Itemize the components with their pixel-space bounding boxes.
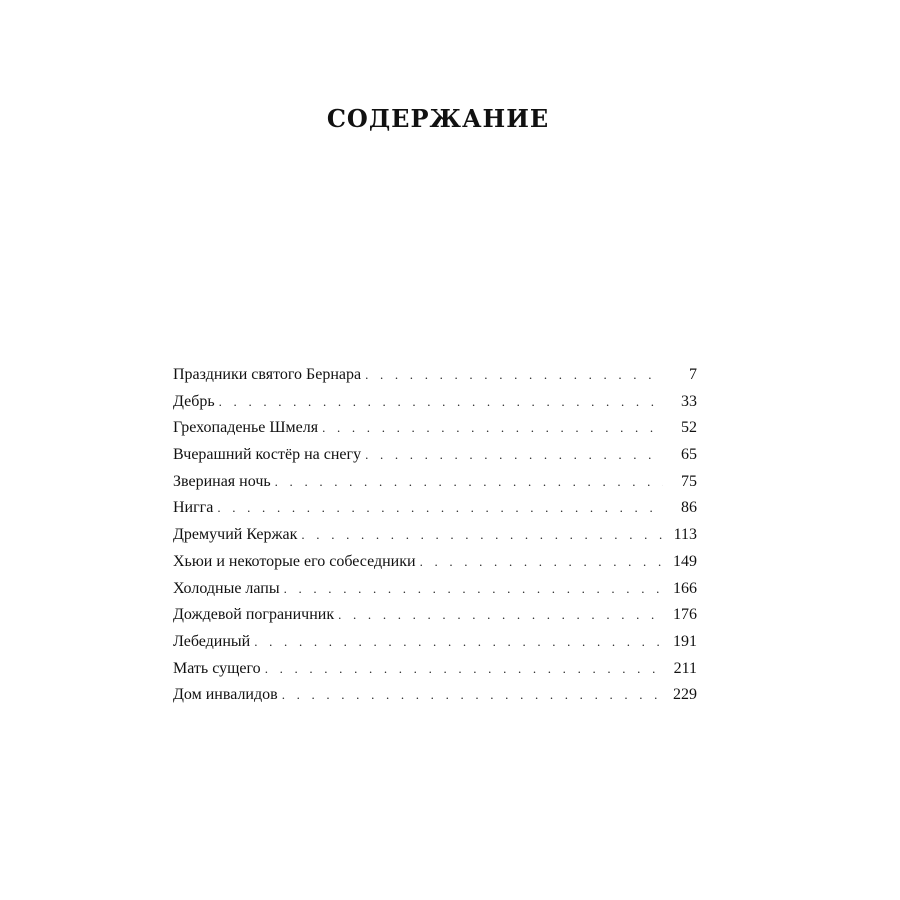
dot-leader	[301, 522, 663, 549]
toc-entry-title: Грехопаденье Шмеля	[173, 419, 319, 437]
toc-entry	[173, 549, 697, 576]
toc-entry	[173, 469, 697, 496]
page-title: СОДЕРЖАНИЕ	[326, 104, 550, 133]
toc-entry-title: Мать сущего	[173, 659, 261, 677]
toc-entry-page: 176	[673, 606, 697, 624]
dot-leader	[219, 389, 663, 416]
toc-entry-page: 191	[673, 632, 697, 650]
toc-entry-title: Звериная ночь	[173, 472, 271, 490]
dot-leader	[265, 656, 663, 683]
toc-entry-title: Дождевой пограничник	[173, 606, 335, 624]
toc-entry-page: 52	[681, 419, 697, 437]
toc-entry	[173, 656, 697, 683]
dot-leader	[284, 576, 663, 603]
dot-leader	[338, 602, 663, 629]
dot-leader	[254, 629, 663, 656]
toc-entry-page: 166	[673, 579, 697, 597]
dot-leader	[217, 495, 663, 522]
toc-entry-title: Дебрь	[173, 392, 215, 410]
toc-entry	[173, 682, 697, 709]
dot-leader	[282, 682, 663, 709]
toc-entry	[173, 629, 697, 656]
dot-leader	[322, 415, 663, 442]
toc-entry	[173, 495, 697, 522]
toc-entry-page: 149	[673, 552, 697, 570]
dot-leader	[365, 362, 663, 389]
toc-entry-title: Вчерашний костёр на снегу	[173, 446, 362, 464]
toc-entry	[173, 522, 697, 549]
toc-entry-page: 86	[681, 499, 697, 517]
dot-leader	[275, 469, 663, 496]
dot-leader	[365, 442, 663, 469]
toc-entry-title: Лебединый	[173, 632, 251, 650]
toc-entry	[173, 602, 697, 629]
toc-entry-page: 33	[681, 392, 697, 410]
toc-entry-page: 229	[673, 686, 697, 704]
toc-entry	[173, 389, 697, 416]
toc-entry-title: Нигга	[173, 499, 214, 517]
toc-entry-page: 75	[681, 472, 697, 490]
toc-entry-title: Дремучий Кержак	[173, 526, 298, 544]
toc-entry-page: 211	[673, 659, 697, 677]
toc-entry	[173, 415, 697, 442]
toc-entry-title: Дом инвалидов	[173, 686, 278, 704]
toc-entry	[173, 576, 697, 603]
dot-leader	[420, 549, 663, 576]
toc-entry-page: 113	[673, 526, 697, 544]
table-of-contents	[173, 362, 697, 709]
toc-entry-page: 65	[681, 446, 697, 464]
toc-entry-title: Холодные лапы	[173, 579, 280, 597]
toc-entry	[173, 442, 697, 469]
toc-entry-page: 7	[689, 366, 697, 383]
toc-entry	[173, 362, 697, 389]
toc-entry-title: Хьюи и некоторые его собеседники	[173, 552, 416, 570]
toc-entry-title: Праздники святого Бернара	[173, 366, 362, 383]
